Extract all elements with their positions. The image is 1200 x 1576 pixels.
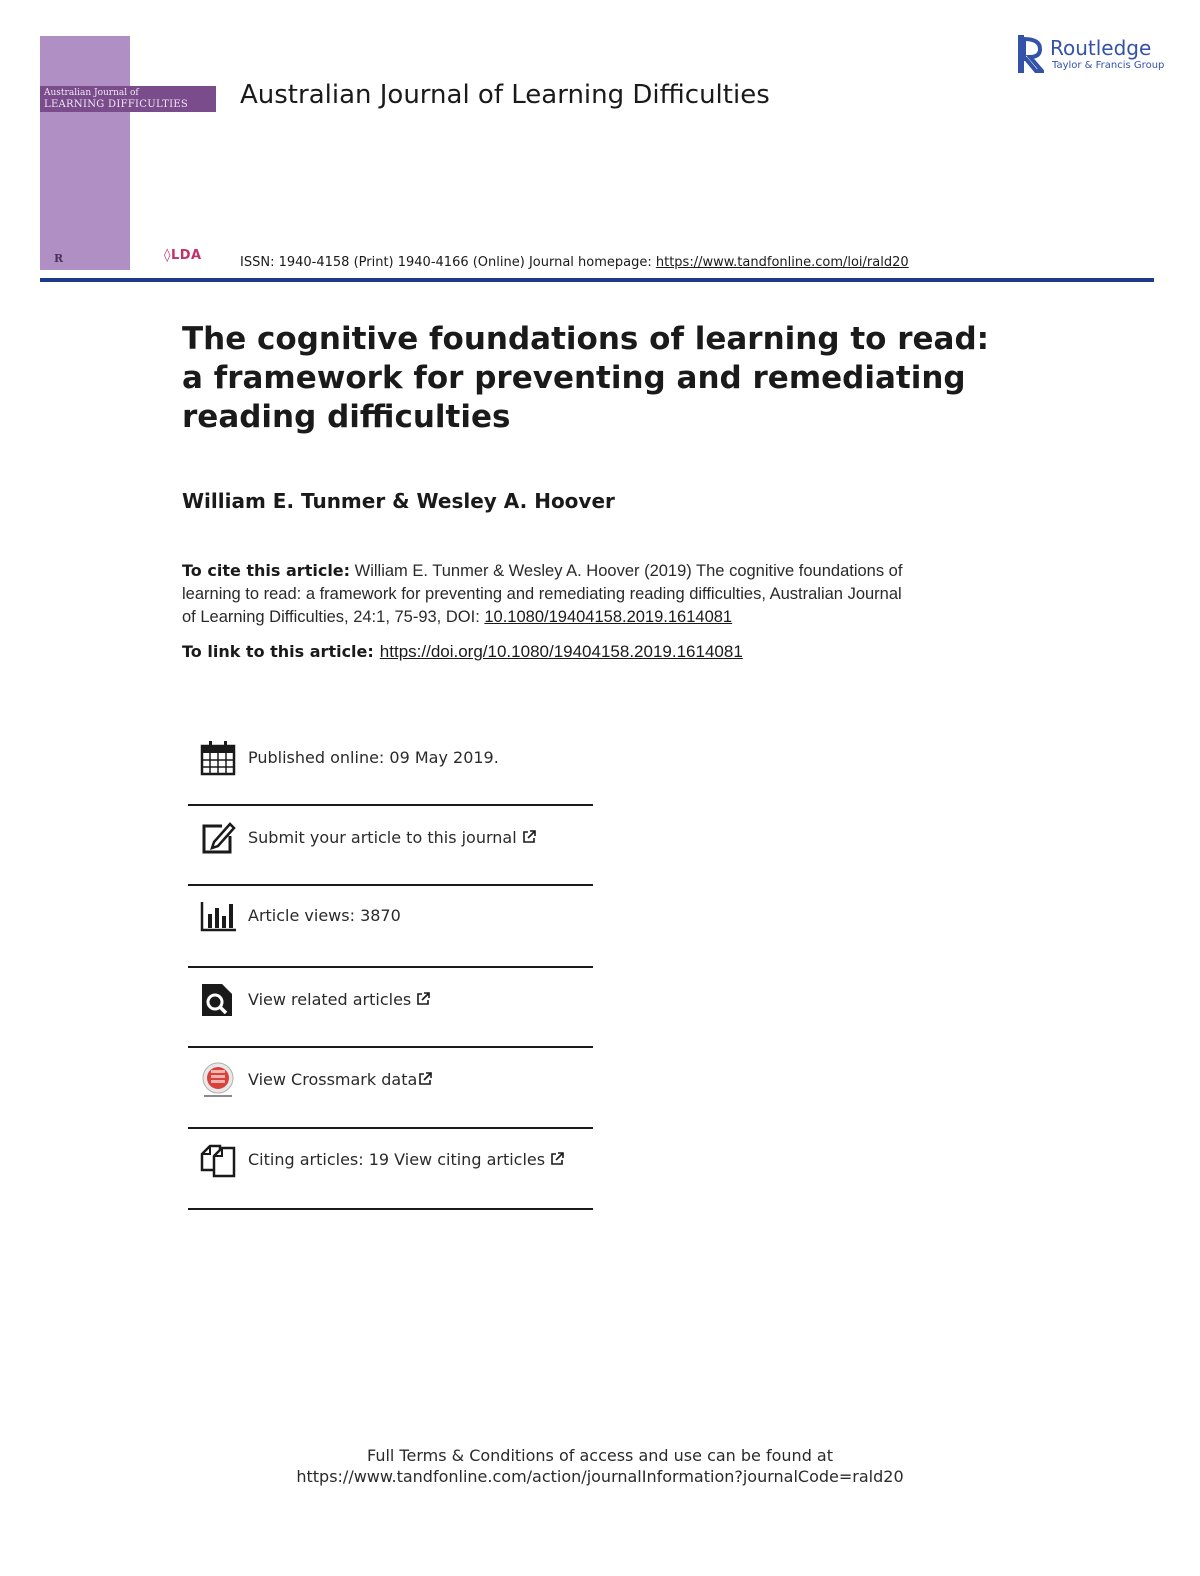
citing-articles-link[interactable] [248,1150,564,1169]
article-title [182,320,1042,437]
footer-line1: Full Terms & Conditions of access and use can be found at [366,1446,834,1465]
cover-band-line1: Australian Journal of [44,88,139,98]
related-articles-text: View related articles [248,990,412,1009]
crossmark-icon [200,1062,236,1098]
info-divider [188,804,593,806]
cite-text-line1: William E. Tunmer & Wesley A. Hoover (2019) The cognitive foundations of [350,562,903,580]
society-logo [164,248,202,263]
journal-cover-image [40,36,130,270]
article-link-line [182,642,743,662]
crossmark-link[interactable] [248,1070,432,1089]
doi-link[interactable]: 10.1080/19404158.2019.1614081 [484,608,733,626]
cite-label: To cite this article: [182,561,351,580]
journal-homepage-link[interactable]: https://www.tandfonline.com/loi/rald20 [655,255,909,270]
citing-articles-item[interactable] [188,1142,593,1202]
related-articles-item[interactable] [188,982,593,1042]
cover-band-line2: LEARNING DIFFICULTIES [44,99,189,110]
published-online-item [188,740,593,800]
publisher-name: Routledge [1050,36,1152,60]
published-online-text: Published online: 09 May 2019. [248,748,499,767]
submit-article-link[interactable] [248,828,536,847]
publisher-subtitle: Taylor & Francis Group [1052,60,1165,71]
external-link-icon [522,830,536,844]
journal-cover-band [40,86,216,112]
routledge-logo-icon [1018,35,1044,73]
society-logo-text: LDA [170,248,202,263]
citation-block [182,559,1022,629]
info-divider [188,1208,593,1210]
submit-article-item[interactable] [188,820,593,880]
footer-terms [0,1445,1200,1487]
article-title-line: reading difficulties [182,399,511,435]
calendar-icon [200,740,236,776]
article-title-line: The cognitive foundations of learning to read: [182,321,990,357]
external-link-icon [418,1072,432,1086]
info-divider [188,884,593,886]
article-authors: William E. Tunmer & Wesley A. Hoover [182,489,615,513]
crossmark-text: View Crossmark data [248,1070,418,1089]
bar-chart-icon [200,898,236,934]
article-views-text: Article views: 3870 [248,906,401,925]
doi-url-link[interactable]: https://doi.org/10.1080/19404158.2019.1614081 [379,642,743,661]
info-divider [188,1046,593,1048]
article-title-line: a framework for preventing and remediating [182,360,966,396]
journal-title[interactable]: Australian Journal of Learning Difficulties [240,80,770,110]
link-label: To link to this article: [182,642,374,661]
external-link-icon [416,992,430,1006]
cite-text-line3: of Learning Difficulties, 24:1, 75-93, DOI: [182,608,485,626]
header-divider [40,278,1154,282]
info-divider [188,966,593,968]
crossmark-item[interactable] [188,1062,593,1122]
cite-text-line2: learning to read: a framework for preventing and remediating reading difficulties, Australian Journal [182,585,902,603]
submit-article-text: Submit your article to this journal [248,828,517,847]
copy-icon [200,1142,236,1178]
issn-line [240,255,909,270]
cover-publisher-mark: R [54,252,64,265]
external-link-icon [550,1152,564,1166]
issn-text: ISSN: 1940-4158 (Print) 1940-4166 (Online) Journal homepage: [240,255,656,270]
citing-articles-text: Citing articles: 19 View citing articles [248,1150,546,1169]
footer-terms-link[interactable]: https://www.tandfonline.com/action/journalInformation?journalCode=rald20 [296,1467,904,1486]
article-views-item [188,898,593,958]
related-articles-link[interactable] [248,990,430,1009]
edit-icon [200,820,236,856]
society-logo-symbol: ◊ [164,248,171,263]
info-divider [188,1127,593,1129]
search-document-icon [200,982,236,1018]
